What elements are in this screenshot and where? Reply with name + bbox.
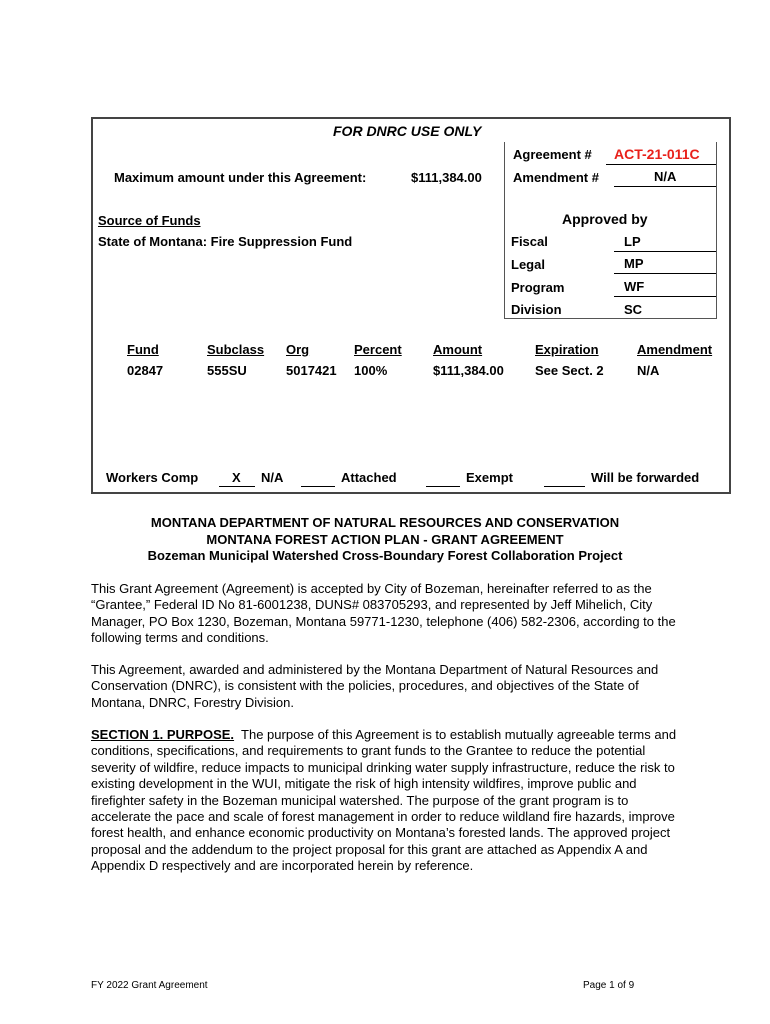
cell-percent: 100% [354, 363, 388, 378]
workers-comp-blank[interactable] [426, 486, 460, 487]
agreement-label: Agreement # [513, 147, 592, 162]
col-header-subclass: Subclass [207, 342, 265, 357]
approval-value-division: SC [624, 302, 643, 317]
amendment-label: Amendment # [513, 170, 599, 185]
paragraph-intro-text: This Grant Agreement (Agreement) is accepted by City of Bozeman, hereinafter referred to as the “Grantee,” Federal ID No 81-6001238, DUNS# 083705293, and represented by Jeff Mihelich, City Manager, PO Box 1230, Bozeman, Montana 59771-1230, telephone (406) 582-2306, according to the following terms and conditions. [91, 581, 676, 646]
approval-bottom-line [504, 318, 716, 319]
max-amount-label: Maximum amount under this Agreement: [114, 170, 367, 185]
col-header-amendment: Amendment [637, 342, 713, 357]
cell-expiration: See Sect. 2 [535, 363, 604, 378]
col-header-fund: Fund [127, 342, 159, 357]
approval-line [614, 296, 716, 297]
col-header-expiration: Expiration [535, 342, 599, 357]
paragraph-intro [91, 581, 691, 647]
section-1-title: SECTION 1. PURPOSE. [91, 727, 235, 742]
amendment-underline [614, 186, 716, 187]
approval-label-division: Division [511, 302, 562, 317]
agreement-number: ACT-21-011C [614, 146, 700, 162]
workers-comp-blank[interactable] [301, 486, 335, 487]
heading-line-1: MONTANA DEPARTMENT OF NATURAL RESOURCES AND CONSERVATION [150, 515, 620, 530]
cell-amendment: N/A [637, 363, 660, 378]
heading-line-3: Bozeman Municipal Watershed Cross-Boundary Forest Collaboration Project [147, 548, 623, 563]
source-of-funds-label: Source of Funds [98, 213, 201, 228]
approval-line [614, 251, 716, 252]
footer-page-number: Page 1 of 9 [583, 980, 635, 991]
source-of-funds-value: State of Montana: Fire Suppression Fund [98, 234, 353, 249]
dnrc-box-title: FOR DNRC USE ONLY [333, 123, 482, 139]
cell-amount: $111,384.00 [433, 363, 504, 378]
approval-label-legal: Legal [511, 257, 545, 272]
approval-label-program: Program [511, 280, 565, 295]
cell-org: 5017421 [286, 363, 337, 378]
cell-subclass: 555SU [207, 363, 247, 378]
agreement-underline [606, 164, 716, 165]
max-amount-value: $111,384.00 [411, 170, 482, 185]
workers-comp-option-exempt: Exempt [466, 470, 513, 485]
approval-label-fiscal: Fiscal [511, 234, 548, 249]
amendment-number: N/A [654, 169, 677, 184]
approval-right-line [716, 142, 717, 319]
approval-value-legal: MP [624, 256, 644, 271]
paragraph-administration-text: This Agreement, awarded and administered by the Montana Department of Natural Resources and Conservation (DNRC), is consistent with the policies, procedures, and objectives of the State of Montana, DNRC, Forestry Division. [91, 662, 659, 710]
col-header-amount: Amount [433, 342, 483, 357]
heading-line-2: MONTANA FOREST ACTION PLAN - GRANT AGREEMENT [206, 532, 564, 547]
workers-comp-blank[interactable] [544, 486, 585, 487]
workers-comp-blank [219, 486, 255, 487]
workers-comp-label: Workers Comp [106, 470, 199, 485]
cell-fund: 02847 [127, 363, 164, 378]
divider [504, 142, 505, 318]
approval-value-fiscal: LP [624, 234, 641, 249]
section-1-body: The purpose of this Agreement is to establish mutually agreeable terms and conditions, specifications, and requirements to grant funds to the Grantee to reduce the potential severity of wildfire, reduce impacts to municipal drinking water supply infrastructure, reduce the risk to existing development in the WUI, mitigate the risk of high intensity wildfires, improve public and firefighter safety in the Bozeman municipal watershed. The purpose of the grant program is to accelerate the pace and scale of forest management in order to reduce wildland fire hazards, improve forest health, and enhance economic productivity on Montana’s forested lands. The approved project proposal and the addendum to the project proposal for this grant are attached as Appendix A and Appendix D respectively and are incorporated herein by reference. [91, 727, 677, 874]
workers-comp-option-attached: Attached [341, 470, 397, 485]
col-header-org: Org [286, 342, 310, 357]
approval-value-program: WF [624, 279, 645, 294]
workers-comp-option-forwarded: Will be forwarded [591, 470, 700, 485]
approved-by-title: Approved by [562, 211, 648, 227]
col-header-percent: Percent [354, 342, 402, 357]
workers-comp-option-na: N/A [261, 470, 284, 485]
workers-comp-check[interactable]: X [232, 470, 241, 485]
approval-line [614, 273, 716, 274]
paragraph-administration [91, 662, 691, 711]
section-1-purpose [91, 727, 691, 875]
footer-left: FY 2022 Grant Agreement [91, 980, 208, 991]
